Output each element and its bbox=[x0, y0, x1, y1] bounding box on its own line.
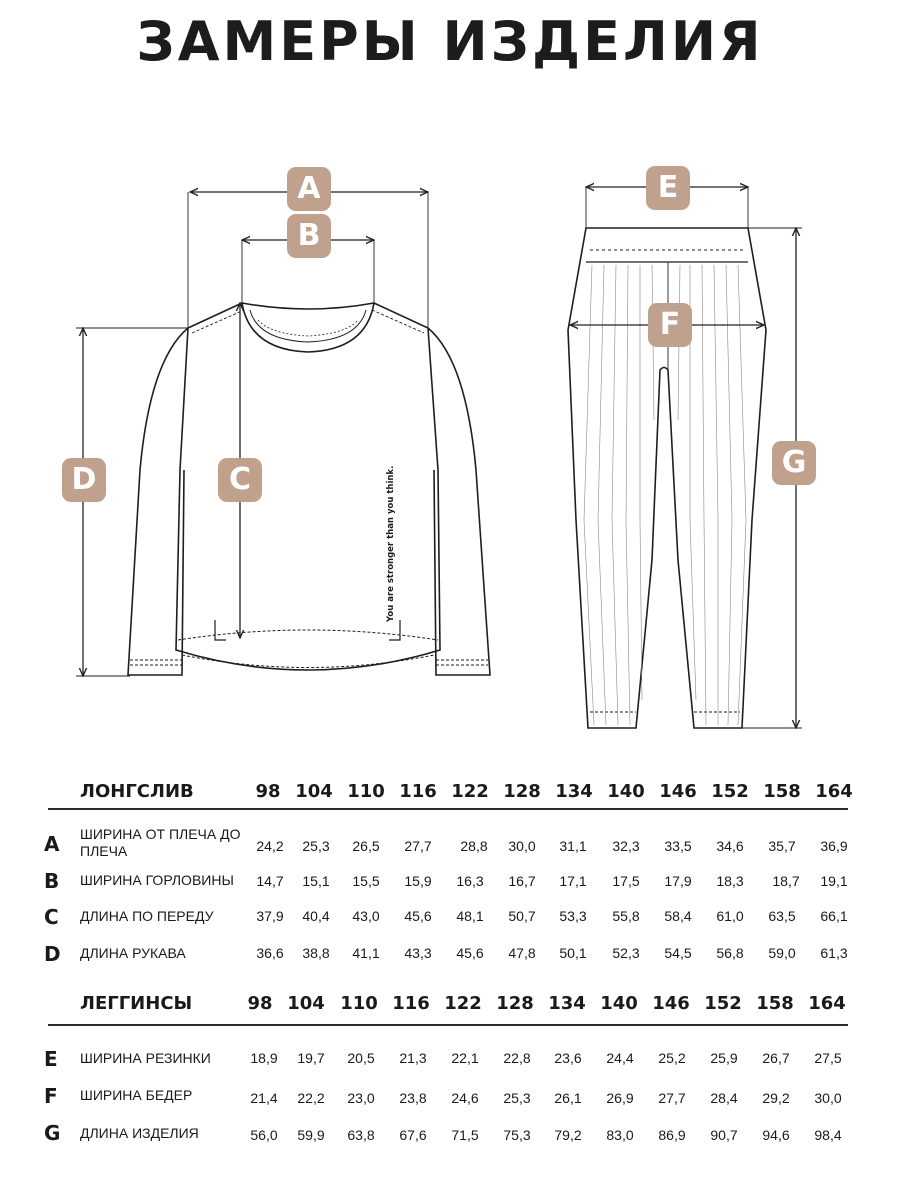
table-cell: 17,1 bbox=[559, 873, 587, 889]
table-cell: 34,6 bbox=[716, 838, 744, 854]
table-cell: 18,7 bbox=[772, 873, 800, 889]
row-letter: C bbox=[44, 905, 59, 929]
table-cell: 25,2 bbox=[658, 1050, 686, 1066]
leggings-table-title: ЛЕГГИНСЫ bbox=[80, 993, 193, 1014]
table-cell: 29,2 bbox=[762, 1090, 790, 1106]
table-cell: 47,8 bbox=[508, 945, 536, 961]
row-letter: F bbox=[44, 1084, 58, 1108]
table-cell: 25,9 bbox=[710, 1050, 738, 1066]
table-cell: 45,6 bbox=[404, 908, 432, 924]
size-header: 122 bbox=[451, 781, 489, 802]
table-cell: 23,0 bbox=[347, 1090, 375, 1106]
table-cell: 26,1 bbox=[554, 1090, 582, 1106]
table-cell: 79,2 bbox=[554, 1127, 582, 1143]
size-header: 110 bbox=[347, 781, 385, 802]
size-header: 152 bbox=[711, 781, 749, 802]
table-cell: 98,4 bbox=[814, 1127, 842, 1143]
table-cell: 22,2 bbox=[297, 1090, 325, 1106]
page-title: ЗАМЕРЫ ИЗДЕЛИЯ bbox=[136, 10, 764, 73]
size-header: 146 bbox=[652, 993, 690, 1014]
size-header: 152 bbox=[704, 993, 742, 1014]
size-header: 158 bbox=[763, 781, 801, 802]
badge-b: B bbox=[287, 214, 331, 258]
row-label: ШИРИНА ОТ ПЛЕЧА ДО ПЛЕЧА bbox=[80, 826, 241, 859]
table-cell: 17,9 bbox=[664, 873, 692, 889]
table-cell: 90,7 bbox=[710, 1127, 738, 1143]
table-cell: 58,4 bbox=[664, 908, 692, 924]
print-text: You are stronger than you think. bbox=[386, 465, 396, 622]
table-cell: 17,5 bbox=[612, 873, 640, 889]
table-cell: 36,6 bbox=[256, 945, 284, 961]
table-cell: 71,5 bbox=[451, 1127, 479, 1143]
table-cell: 43,0 bbox=[352, 908, 380, 924]
row-label: ДЛИНА ПО ПЕРЕДУ bbox=[80, 908, 214, 924]
table-cell: 36,9 bbox=[820, 838, 848, 854]
table-cell: 86,9 bbox=[658, 1127, 686, 1143]
table-cell: 45,6 bbox=[456, 945, 484, 961]
size-header: 98 bbox=[255, 781, 281, 802]
table-cell: 26,5 bbox=[352, 838, 380, 854]
row-letter: B bbox=[44, 869, 60, 893]
table-cell: 52,3 bbox=[612, 945, 640, 961]
table-cell: 50,1 bbox=[559, 945, 587, 961]
table-cell: 25,3 bbox=[302, 838, 330, 854]
table-cell: 83,0 bbox=[606, 1127, 634, 1143]
table-cell: 61,0 bbox=[716, 908, 744, 924]
table-cell: 27,7 bbox=[658, 1090, 686, 1106]
table-cell: 53,3 bbox=[559, 908, 587, 924]
size-header: 164 bbox=[815, 781, 853, 802]
badge-f: F bbox=[648, 303, 692, 347]
table-cell: 21,3 bbox=[399, 1050, 427, 1066]
table-cell: 28,8 bbox=[460, 838, 488, 854]
table-cell: 24,6 bbox=[451, 1090, 479, 1106]
size-header: 128 bbox=[496, 993, 534, 1014]
table-cell: 24,4 bbox=[606, 1050, 634, 1066]
table-cell: 40,4 bbox=[302, 908, 330, 924]
table-cell: 41,1 bbox=[352, 945, 380, 961]
table-cell: 59,9 bbox=[297, 1127, 325, 1143]
table-cell: 20,5 bbox=[347, 1050, 375, 1066]
table-divider bbox=[48, 1024, 848, 1026]
table-cell: 75,3 bbox=[503, 1127, 531, 1143]
row-letter: D bbox=[44, 942, 61, 966]
table-cell: 15,5 bbox=[352, 873, 380, 889]
table-cell: 23,8 bbox=[399, 1090, 427, 1106]
size-header: 146 bbox=[659, 781, 697, 802]
longsleeve-drawing bbox=[128, 303, 490, 675]
badge-c: C bbox=[218, 458, 262, 502]
table-cell: 26,9 bbox=[606, 1090, 634, 1106]
badge-a: A bbox=[287, 167, 331, 211]
size-header: 116 bbox=[399, 781, 437, 802]
row-letter: A bbox=[44, 832, 60, 856]
table-cell: 63,8 bbox=[347, 1127, 375, 1143]
table-cell: 14,7 bbox=[256, 873, 284, 889]
row-label: ШИРИНА БЕДЕР bbox=[80, 1087, 193, 1103]
table-cell: 38,8 bbox=[302, 945, 330, 961]
table-cell: 16,7 bbox=[508, 873, 536, 889]
table-cell: 19,7 bbox=[297, 1050, 325, 1066]
size-header: 98 bbox=[247, 993, 273, 1014]
table-divider bbox=[48, 808, 848, 810]
table-cell: 24,2 bbox=[256, 838, 284, 854]
badge-d: D bbox=[62, 458, 106, 502]
size-header: 128 bbox=[503, 781, 541, 802]
row-label: ШИРИНА ГОРЛОВИНЫ bbox=[80, 872, 234, 888]
table-cell: 27,7 bbox=[404, 838, 432, 854]
row-label: ДЛИНА ИЗДЕЛИЯ bbox=[80, 1125, 199, 1141]
longsleeve-table-title: ЛОНГСЛИВ bbox=[80, 781, 194, 802]
table-cell: 37,9 bbox=[256, 908, 284, 924]
table-cell: 22,8 bbox=[503, 1050, 531, 1066]
table-cell: 27,5 bbox=[814, 1050, 842, 1066]
table-cell: 32,3 bbox=[612, 838, 640, 854]
table-cell: 18,9 bbox=[250, 1050, 278, 1066]
size-header: 110 bbox=[340, 993, 378, 1014]
table-cell: 61,3 bbox=[820, 945, 848, 961]
row-letter: G bbox=[44, 1121, 61, 1145]
table-cell: 55,8 bbox=[612, 908, 640, 924]
size-header: 104 bbox=[295, 781, 333, 802]
size-header: 140 bbox=[600, 993, 638, 1014]
size-header: 134 bbox=[555, 781, 593, 802]
size-header: 134 bbox=[548, 993, 586, 1014]
table-cell: 50,7 bbox=[508, 908, 536, 924]
size-header: 164 bbox=[808, 993, 846, 1014]
table-cell: 28,4 bbox=[710, 1090, 738, 1106]
table-cell: 35,7 bbox=[768, 838, 796, 854]
row-label: ШИРИНА РЕЗИНКИ bbox=[80, 1050, 211, 1066]
table-cell: 25,3 bbox=[503, 1090, 531, 1106]
table-cell: 66,1 bbox=[820, 908, 848, 924]
size-header: 158 bbox=[756, 993, 794, 1014]
table-cell: 43,3 bbox=[404, 945, 432, 961]
table-cell: 33,5 bbox=[664, 838, 692, 854]
size-header: 116 bbox=[392, 993, 430, 1014]
table-cell: 31,1 bbox=[559, 838, 587, 854]
table-cell: 19,1 bbox=[820, 873, 848, 889]
table-cell: 23,6 bbox=[554, 1050, 582, 1066]
table-cell: 22,1 bbox=[451, 1050, 479, 1066]
table-cell: 15,1 bbox=[302, 873, 330, 889]
size-header: 140 bbox=[607, 781, 645, 802]
row-letter: E bbox=[44, 1047, 58, 1071]
table-cell: 59,0 bbox=[768, 945, 796, 961]
table-cell: 56,8 bbox=[716, 945, 744, 961]
size-header: 104 bbox=[287, 993, 325, 1014]
badge-g: G bbox=[772, 441, 816, 485]
table-cell: 21,4 bbox=[250, 1090, 278, 1106]
table-cell: 67,6 bbox=[399, 1127, 427, 1143]
table-cell: 48,1 bbox=[456, 908, 484, 924]
table-cell: 63,5 bbox=[768, 908, 796, 924]
badge-e: E bbox=[646, 166, 690, 210]
table-cell: 56,0 bbox=[250, 1127, 278, 1143]
table-cell: 15,9 bbox=[404, 873, 432, 889]
table-cell: 94,6 bbox=[762, 1127, 790, 1143]
table-cell: 54,5 bbox=[664, 945, 692, 961]
size-header: 122 bbox=[444, 993, 482, 1014]
table-cell: 18,3 bbox=[716, 873, 744, 889]
table-cell: 16,3 bbox=[456, 873, 484, 889]
table-cell: 26,7 bbox=[762, 1050, 790, 1066]
row-label: ДЛИНА РУКАВА bbox=[80, 945, 186, 961]
table-cell: 30,0 bbox=[814, 1090, 842, 1106]
table-cell: 30,0 bbox=[508, 838, 536, 854]
